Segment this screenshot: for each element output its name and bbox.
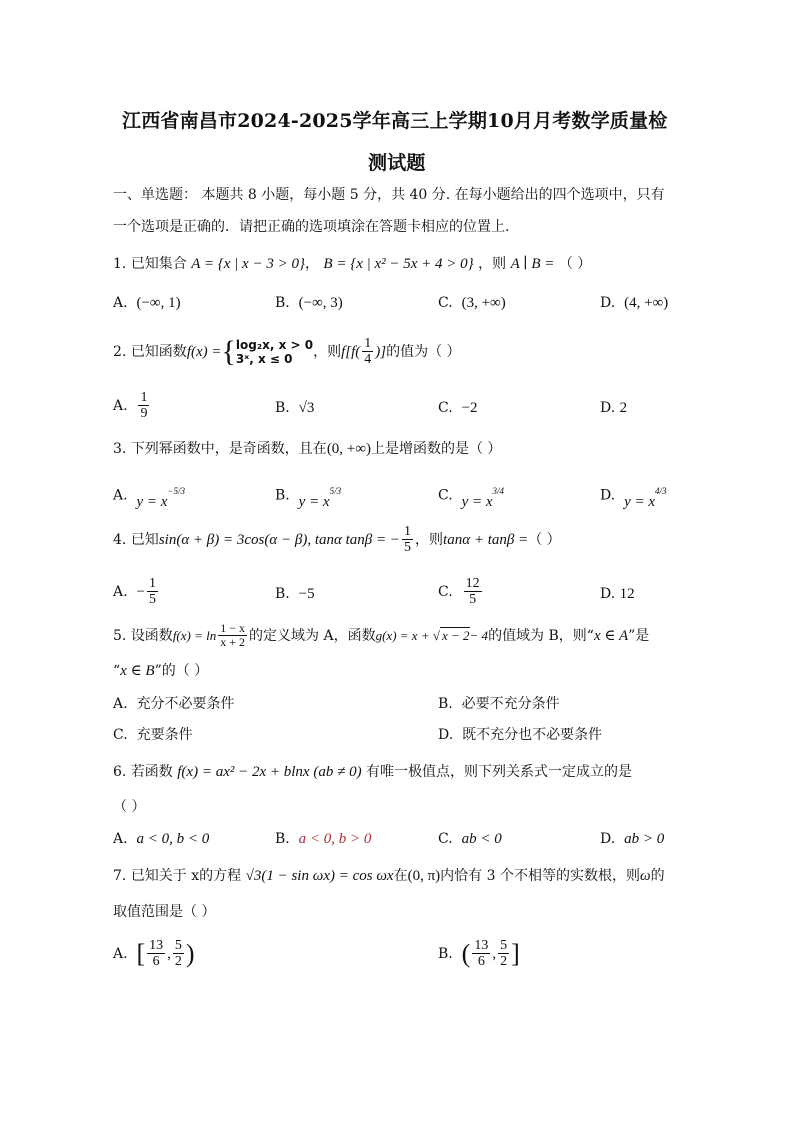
section-instruction-line-1: 一、单选题： 本题共 8 小题，每小题 5 分，共 40 分. 在每小题给出的四个选项中，只有 [113,187,665,203]
question-number: 3. [113,441,127,457]
question-5-line-2 [113,662,208,680]
option-label: D. [600,831,616,847]
option-c[interactable] [438,830,502,848]
option-label: D. [438,727,454,743]
answer-paren: （ ） [558,256,592,272]
question-2 [113,336,461,367]
question-text: ，则 [415,531,444,548]
denominator: 6 [152,954,160,969]
fraction [464,576,482,607]
option-label: B. [275,487,290,504]
option-label: A. [113,831,128,847]
fraction [147,938,165,969]
option-label: C. [438,400,453,416]
numerator: 5 [174,938,182,953]
fraction [147,576,158,607]
option-a[interactable] [113,390,151,421]
denominator: 9 [140,406,148,421]
fraction [138,390,149,421]
fraction [362,336,373,367]
question-text: 有唯一极值点，则下列关系式一定成立的是 [366,764,633,780]
function-formula: f(x) = ax² − 2x + blnx (ab ≠ 0) [177,764,362,780]
question-7 [113,867,665,885]
piecewise-brace: { [221,334,236,368]
option-label: B. [275,400,290,416]
expression: tanα + tanβ = [443,531,529,548]
answer-paren: （ ） [113,799,146,815]
denominator: 2 [500,954,508,969]
option-label: C. [438,295,453,311]
option-label: B. [275,295,290,311]
set-b-formula: B = {x | x² − 5x + 4 > 0} [323,256,474,272]
option-label: C. [438,487,453,504]
option-base: y = x [624,493,656,510]
option-exponent: 4/3 [655,486,667,496]
option-value: 2 [619,400,628,416]
numerator: 1 [140,390,148,405]
equation: √3(1 − sin ωx) = cos ωx [245,868,394,884]
option-label: A. [113,945,128,962]
denominator: 5 [148,592,156,607]
option-c[interactable] [438,294,506,312]
option-b[interactable]: B. ( $\frac{13}{6}$ , $\frac{5}{2}$ ] [438,938,520,969]
question-number: 2. [113,343,127,360]
option-exponent: 3/4 [492,486,505,496]
option-label: A. [113,583,128,600]
option-c[interactable] [113,726,193,744]
option-value: −5 [298,586,315,602]
case-2: 3ˣ, x ≤ 0 [235,351,293,366]
option-c[interactable] [438,576,484,607]
question-text: ”是 [628,627,650,644]
option-a[interactable] [113,482,185,510]
interval: (0, +∞) [326,441,371,457]
option-value: a < 0, b > 0 [298,831,372,847]
option-label: D. [600,295,616,311]
option-b[interactable] [275,585,315,603]
piecewise-cases [236,338,313,366]
denominator: 2 [174,954,182,969]
option-value: −2 [461,400,478,416]
numerator: 5 [500,938,508,953]
question-text: 设函数 [130,627,173,644]
question-text: 的值为（ ） [386,343,461,360]
numerator: 1 [404,524,412,539]
numerator: 1 [364,336,372,351]
option-label: D. [600,487,616,504]
expression: A ∣ B = [510,256,555,272]
question-5: 5. 设函数 f(x) = ln $\frac{1 - x}{x + 2}$ 的定义域为 A，函数 g(x) = x + √ x − 2 − 4 的值域为 B，则“ x ∈ A ”是 [113,621,650,649]
radicand: x − 2 [441,627,470,643]
option-label: A. [113,397,128,414]
option-base: y = x [298,493,330,510]
option-c[interactable] [438,482,505,510]
question-text: 在 [393,868,408,884]
question-text: 已知关于 x的方程 [130,868,242,884]
case-1: log₂x, x > 0 [235,337,314,352]
option-label: B. [275,586,290,602]
option-exponent: 5/3 [329,486,342,496]
option-label: C. [438,583,453,600]
option-value: 既不充分也不必要条件 [462,727,603,743]
function-name: f(x) = [186,343,222,360]
question-text: 已知 [130,531,159,548]
option-value: ab > 0 [624,831,665,847]
question-text: 内恰有 3 个不相等的实数根，则 [440,868,640,884]
option-value: 充分不必要条件 [136,696,235,712]
option-label: B. [275,831,290,847]
option-b[interactable] [275,482,342,510]
option-label: C. [438,831,453,847]
option-c[interactable] [438,399,478,417]
condition-b: x ∈ B [120,663,155,679]
question-text: 的定义域为 A，函数 [249,627,376,644]
denominator: 5 [404,540,412,555]
separator: ， [304,256,319,272]
option-label: C. [113,727,128,743]
option-value: √3 [298,400,315,416]
option-value: (−∞, 1) [136,295,181,311]
option-value: (4, +∞) [624,295,669,311]
denominator: 6 [477,954,485,969]
question-number: 5. [113,627,127,644]
omega-symbol: ω [639,868,651,884]
question-number: 7. [113,868,127,884]
fraction [218,622,247,649]
option-value: 12 [619,586,635,602]
answer-paren: （ ） [528,531,561,548]
option-value: (−∞, 3) [298,295,343,311]
option-a[interactable] [113,830,209,848]
question-text: ，则 [478,256,507,272]
option-b[interactable] [275,399,314,417]
set-a-formula: A = {x | x − 3 > 0} [191,256,305,272]
option-label: D. [600,400,616,416]
option-label: A. [113,696,128,712]
question-number: 4. [113,531,127,548]
option-d[interactable] [600,482,667,510]
option-b[interactable] [275,830,371,848]
option-d[interactable] [438,726,602,744]
question-7-line-2: 取值范围是（ ） [113,904,216,920]
expression: f[f( [341,343,361,360]
option-a[interactable]: A. [ $\frac{13}{6}$ , $\frac{5}{2}$ ) [113,938,195,969]
option-b[interactable] [275,294,343,312]
bracket-close: ) [185,938,195,968]
function-g: g(x) = x + [375,627,430,643]
bracket-open: ( [461,938,471,968]
question-text: 的值域为 B，则“ [488,627,594,644]
option-d[interactable] [600,294,668,312]
question-3 [113,440,501,458]
option-base: y = x [136,493,168,510]
option-label: D. [600,586,616,602]
denominator: x + 2 [220,635,246,649]
option-b[interactable] [438,695,560,713]
equation: sin(α + β) = 3cos(α − β), tanα tanβ = − [158,531,401,548]
fraction [173,938,184,969]
question-number: 1. [113,256,127,272]
numerator: 12 [465,576,480,591]
page-title-line-2: 测试题 [368,152,426,174]
question-text: ”的（ ） [154,663,209,679]
question-6 [113,763,632,781]
question-text: 已知集合 [130,256,187,272]
interval: (0, π) [407,868,441,884]
question-number: 6. [113,764,127,780]
section-instruction-line-2: 一个选项是正确的．请把正确的选项填涂在答题卡相应的位置上. [113,219,510,235]
option-label: B. [438,696,453,712]
question-text: 已知函数 [130,343,187,360]
numerator: 13 [474,938,489,953]
numerator: 1 − x [220,621,246,635]
bracket-open: [ [136,938,146,968]
denominator: 4 [364,352,372,367]
question-text: 上是增函数的是（ ） [370,441,502,457]
option-d[interactable] [600,399,627,417]
option-label: B. [438,945,453,962]
option-base: y = x [461,493,493,510]
question-text: 的 [650,868,665,884]
option-d[interactable] [600,830,664,848]
option-label: A. [113,295,128,311]
expression: )] [375,343,387,360]
numerator: 1 [148,576,156,591]
fraction [402,524,413,555]
option-value: 充要条件 [136,727,193,743]
bracket-close: ] [511,938,520,968]
function-g-tail: − 4 [469,627,489,643]
option-a[interactable] [113,695,234,713]
option-a[interactable] [113,576,160,607]
fraction [472,938,490,969]
denominator: 5 [469,592,477,607]
option-sign: − [136,583,145,600]
question-text: ，则 [313,343,342,360]
fraction [498,938,509,969]
condition-a: x ∈ A [593,627,629,644]
page-title-line-1: 江西省南昌市2024-2025学年高三上学期10月月考数学质量检 [122,110,668,132]
function-f: f(x) = ln [172,627,217,643]
option-value: 必要不充分条件 [461,696,560,712]
option-a[interactable] [113,294,181,312]
question-text: “ [113,663,121,679]
option-value: ab < 0 [461,831,502,847]
question-text: 下列幂函数中，是奇函数，且在 [130,441,327,457]
numerator: 13 [149,938,164,953]
question-text: 若函数 [130,764,173,780]
option-exponent: −5/3 [167,486,185,496]
option-label: A. [113,487,128,504]
question-4 [113,524,561,555]
option-value: a < 0, b < 0 [136,831,210,847]
option-value: (3, +∞) [461,295,506,311]
question-1 [113,255,591,273]
option-d[interactable] [600,585,635,603]
